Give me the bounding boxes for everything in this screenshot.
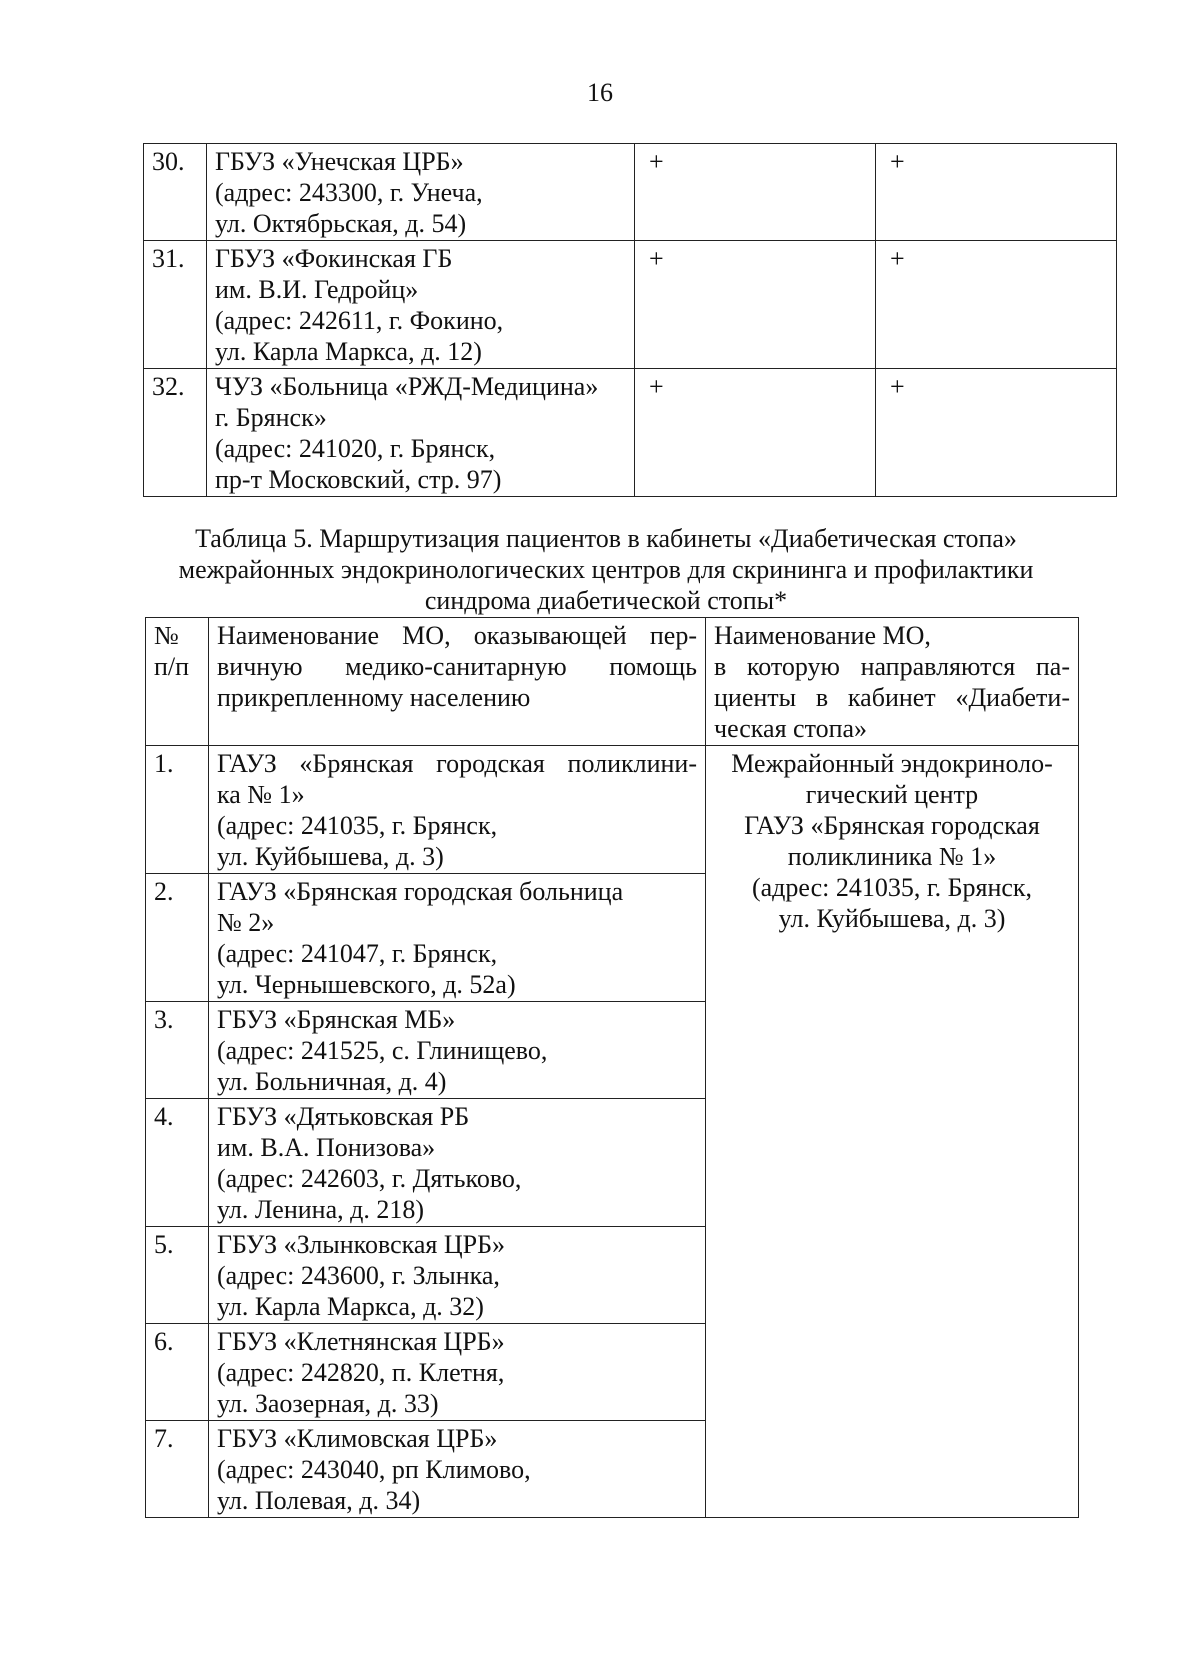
line: (адрес: 243300, г. Унеча, (215, 178, 483, 207)
line: гический центр (805, 780, 979, 809)
line: (адрес: 241020, г. Брянск, (215, 434, 496, 463)
line: (адрес: 242820, п. Клетня, (217, 1358, 505, 1387)
line: ул. Заозерная, д. 33) (217, 1389, 439, 1418)
continued-table (143, 143, 1117, 497)
line: ГБУЗ «Фокинская ГБ (215, 244, 453, 273)
table-row (144, 369, 1117, 497)
line: ГБУЗ «Брянская МБ» (217, 1005, 456, 1034)
organization-name (209, 1421, 706, 1518)
mark-cell: + (635, 369, 876, 497)
mark-cell: + (635, 241, 876, 369)
line: № (154, 621, 179, 650)
line: (адрес: 242603, г. Дятьково, (217, 1164, 522, 1193)
row-number: 4. (146, 1099, 209, 1227)
row-number: 1. (146, 746, 209, 874)
header-destination (706, 618, 1079, 746)
caption-line: Таблица 5. Маршрутизация пациентов в кабинеты «Диабетическая стопа» (195, 524, 1017, 553)
line: ГБУЗ «Унечская ЦРБ» (215, 147, 464, 176)
table-caption (143, 523, 1069, 616)
organization-name (207, 369, 635, 497)
line: № 2» (217, 908, 275, 937)
line: ГБУЗ «Климовская ЦРБ» (217, 1424, 498, 1453)
line: им. В.А. Понизова» (217, 1133, 436, 1162)
line: ул. Куйбышева, д. 3) (778, 904, 1006, 933)
line: ул. Куйбышева, д. 3) (217, 842, 444, 871)
line: пр-т Московский, стр. 97) (215, 465, 502, 494)
line: ГБУЗ «Клетнянская ЦРБ» (217, 1327, 505, 1356)
line: ГБУЗ «Злынковская ЦРБ» (217, 1230, 506, 1259)
organization-name (207, 144, 635, 241)
line: ГАУЗ «Брянская городская больница (217, 877, 624, 906)
destination-organization (706, 746, 1079, 1518)
line: ГБУЗ «Дятьковская РБ (217, 1102, 470, 1131)
line: ГАУЗ «Брянская городская поликлини- (217, 749, 697, 778)
header-number (146, 618, 209, 746)
table-row (146, 746, 1079, 874)
line: г. Брянск» (215, 403, 327, 432)
caption-line: межрайонных эндокринологических центров для скрининга и профилактики (178, 555, 1034, 584)
line: Межрайонный эндокриноло- (731, 749, 1053, 778)
line: (адрес: 241035, г. Брянск, (217, 811, 498, 840)
line: ул. Октябрьская, д. 54) (215, 209, 467, 238)
line: ул. Ленина, д. 218) (217, 1195, 424, 1224)
line: в которую направляются па- (714, 652, 1070, 681)
line: (адрес: 241035, г. Брянск, (751, 873, 1033, 902)
line: (адрес: 242611, г. Фокино, (215, 306, 504, 335)
organization-name (209, 1099, 706, 1227)
line: ческая стопа» (714, 714, 868, 743)
row-number: 32. (144, 369, 207, 497)
row-number: 2. (146, 874, 209, 1002)
routing-table (145, 617, 1079, 1518)
header-organization (209, 618, 706, 746)
line: ГАУЗ «Брянская городская (744, 811, 1040, 840)
row-number: 6. (146, 1324, 209, 1421)
line: ЧУЗ «Больница «РЖД-Медицина» (215, 372, 599, 401)
row-number: 30. (144, 144, 207, 241)
row-number: 3. (146, 1002, 209, 1099)
mark-cell: + (876, 144, 1117, 241)
table-row (144, 241, 1117, 369)
organization-name (207, 241, 635, 369)
line: п/п (154, 652, 190, 681)
line: ул. Чернышевского, д. 52а) (217, 970, 516, 999)
caption-line: синдрома диабетической стопы* (424, 586, 788, 615)
line: ул. Карла Маркса, д. 32) (217, 1292, 484, 1321)
organization-name (209, 1324, 706, 1421)
line: (адрес: 241047, г. Брянск, (217, 939, 498, 968)
line: (адрес: 243600, г. Злынка, (217, 1261, 500, 1290)
mark-cell: + (635, 144, 876, 241)
line: им. В.И. Гедройц» (215, 275, 419, 304)
line: циенты в кабинет «Диабети- (714, 683, 1070, 712)
organization-name (209, 746, 706, 874)
row-number: 7. (146, 1421, 209, 1518)
row-number: 31. (144, 241, 207, 369)
line: поликлиника № 1» (787, 842, 997, 871)
page-number: 16 (587, 78, 613, 107)
organization-name (209, 1227, 706, 1324)
line: ка № 1» (217, 780, 305, 809)
line: ул. Полевая, д. 34) (217, 1486, 421, 1515)
line: Наименование МО, оказывающей пер- (217, 621, 697, 650)
organization-name (209, 874, 706, 1002)
table-row (144, 144, 1117, 241)
row-number: 5. (146, 1227, 209, 1324)
line: прикрепленному населению (217, 683, 531, 712)
mark-cell: + (876, 369, 1117, 497)
line: ул. Карла Маркса, д. 12) (215, 337, 482, 366)
line: ул. Больничная, д. 4) (217, 1067, 447, 1096)
line: (адрес: 241525, с. Глинищево, (217, 1036, 548, 1065)
line: (адрес: 243040, рп Климово, (217, 1455, 531, 1484)
organization-name (209, 1002, 706, 1099)
mark-cell: + (876, 241, 1117, 369)
table-header-row (146, 618, 1079, 746)
line: Наименование МО, (714, 621, 931, 650)
line: вичную медико-санитарную помощь (217, 652, 697, 681)
